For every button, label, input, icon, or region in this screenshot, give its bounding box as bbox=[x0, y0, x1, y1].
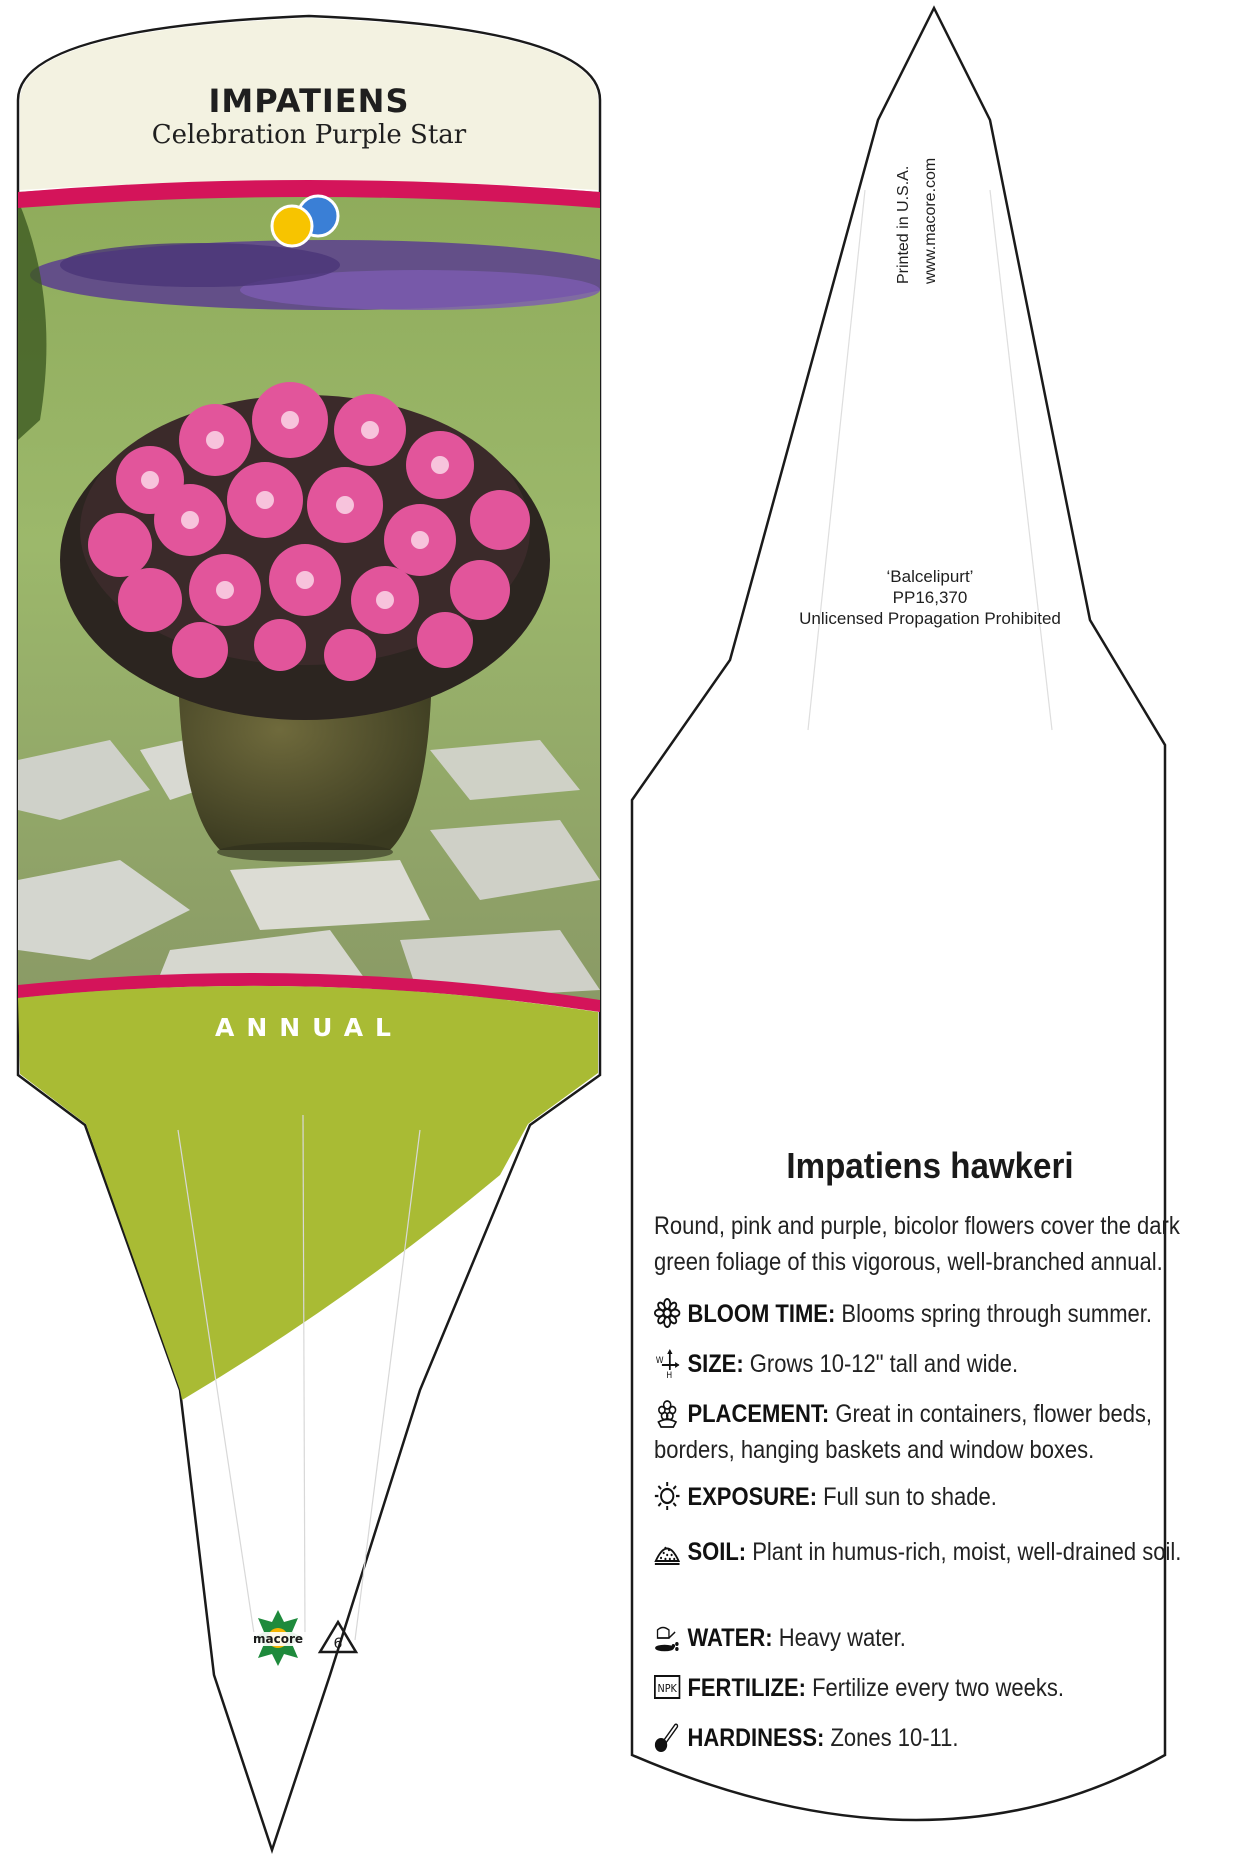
attribute-size bbox=[654, 1346, 1204, 1382]
printed-line: Printed in U.S.A. bbox=[895, 165, 912, 284]
attribute-label: FERTILIZE: bbox=[687, 1674, 806, 1702]
plant-variety-subtitle: Celebration Purple Star bbox=[151, 120, 467, 150]
npk-text: NPK bbox=[657, 1682, 677, 1696]
size-arrows-icon bbox=[654, 1348, 680, 1378]
attribute-label: EXPOSURE: bbox=[687, 1483, 818, 1511]
soil-pile-icon bbox=[654, 1536, 680, 1566]
watering-can-icon bbox=[654, 1622, 680, 1652]
attribute-water bbox=[654, 1620, 1204, 1656]
attribute-text: Zones 10-11. bbox=[830, 1724, 959, 1752]
attribute-text: Fertilize every two weeks. bbox=[812, 1674, 1064, 1702]
cultivar-block bbox=[700, 566, 1160, 629]
size-icon-h: H bbox=[666, 1369, 673, 1378]
category-label: ANNUAL bbox=[214, 1013, 403, 1042]
thermometer-icon bbox=[654, 1722, 680, 1752]
plant-photo bbox=[18, 170, 630, 1000]
sun-icon bbox=[654, 1481, 680, 1511]
attribute-text: Blooms spring through summer. bbox=[841, 1300, 1153, 1328]
cultivar-name: ‘Balcelipurt’ bbox=[886, 567, 974, 586]
recycle-number: 6 bbox=[333, 1636, 343, 1652]
attribute-label: BLOOM TIME: bbox=[687, 1300, 836, 1328]
color-dot-yellow bbox=[272, 206, 312, 246]
attribute-text: Grows 10-12" tall and wide. bbox=[749, 1350, 1019, 1378]
attribute-text: Heavy water. bbox=[778, 1624, 906, 1652]
attribute-fertilize bbox=[654, 1670, 1204, 1706]
attribute-exposure bbox=[654, 1479, 1204, 1515]
plant-description: Round, pink and purple, bicolor flowers cover the dark green foliage of this vigorous, well-branched annual. bbox=[654, 1212, 1180, 1276]
attribute-text: Great in containers, flower beds, borders, hanging baskets and window boxes. bbox=[654, 1400, 1153, 1464]
attribute-label: PLACEMENT: bbox=[687, 1400, 830, 1428]
size-icon-w: W bbox=[655, 1354, 664, 1366]
patent-number: PP16,370 bbox=[892, 588, 968, 607]
attribute-label: HARDINESS: bbox=[687, 1724, 825, 1752]
attribute-label: SIZE: bbox=[687, 1350, 744, 1378]
plant-genus-title: IMPATIENS bbox=[208, 82, 410, 120]
website-line: www.macore.com bbox=[922, 157, 939, 284]
flower-icon bbox=[654, 1298, 680, 1328]
attribute-label: SOIL: bbox=[687, 1538, 747, 1566]
attribute-label: WATER: bbox=[687, 1624, 773, 1652]
printed-info bbox=[870, 112, 980, 292]
placement-plant-icon bbox=[654, 1398, 680, 1428]
attribute-hardiness bbox=[654, 1720, 1204, 1756]
attribute-text: Plant in humus-rich, moist, well-drained soil. bbox=[752, 1538, 1182, 1566]
npk-icon bbox=[654, 1672, 680, 1702]
propagation-notice: Unlicensed Propagation Prohibited bbox=[799, 609, 1061, 628]
brand-logo bbox=[246, 1608, 366, 1668]
attribute-placement bbox=[654, 1396, 1204, 1468]
logo-text: macore bbox=[252, 1632, 304, 1646]
botanical-name: Impatiens hawkeri bbox=[786, 1145, 1074, 1186]
attribute-soil bbox=[654, 1534, 1204, 1570]
attribute-bloom-time bbox=[654, 1296, 1204, 1332]
attribute-text: Full sun to shade. bbox=[823, 1483, 997, 1511]
